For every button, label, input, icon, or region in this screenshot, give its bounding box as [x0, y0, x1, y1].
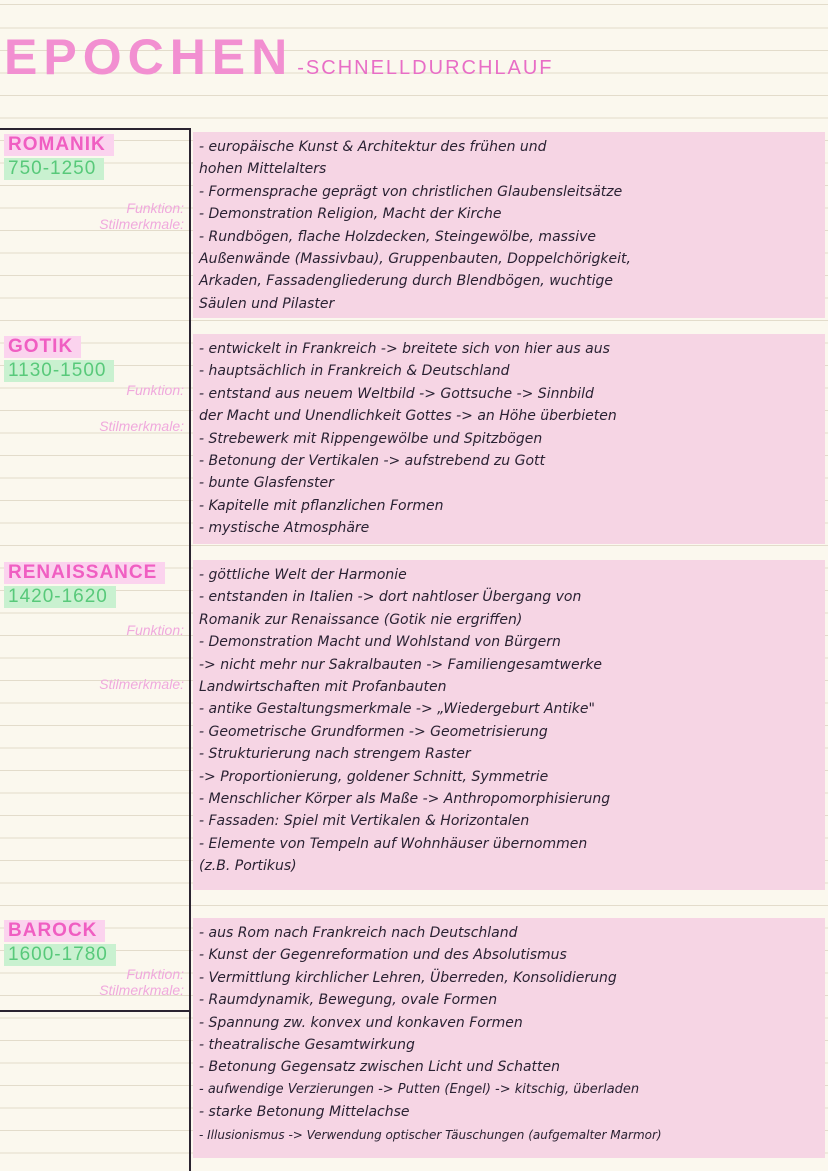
- content-line: - Demonstration Religion, Macht der Kirche: [199, 206, 502, 223]
- content-line: - Fassaden: Spiel mit Vertikalen & Horizontalen: [199, 813, 530, 830]
- content-line: - Raumdynamik, Bewegung, ovale Formen: [199, 992, 498, 1009]
- content-line: Romanik zur Renaissance (Gotik nie ergriffen): [199, 611, 523, 628]
- content-line: - Kapitelle mit pflanzlichen Formen: [199, 497, 444, 514]
- epoch-content-barock: [193, 918, 825, 1158]
- funktion-label: Funktion:: [126, 622, 184, 638]
- epoch-content-gotik: [193, 334, 825, 544]
- content-line: (z.B. Portikus): [199, 858, 297, 875]
- content-line: - Illusionismus -> Verwendung optischer Täuschungen (aufgemalter Marmor): [199, 1127, 662, 1142]
- content-line: - antike Gestaltungsmerkmale -> „Wiedergeburt Antike": [199, 701, 595, 718]
- epoch-label-renaissance: [4, 562, 184, 692]
- content-line: - europäische Kunst & Architektur des frühen und: [199, 139, 547, 155]
- content-line: - Elemente von Tempeln auf Wohnhäuser übernommen: [199, 835, 588, 852]
- content-line: - Formensprache geprägt von christlichen Glaubensleitsätze: [199, 183, 623, 200]
- stilmerkmale-label: Stilmerkmale:: [99, 216, 184, 232]
- epoch-years: 750-1250: [4, 158, 104, 180]
- content-line: Außenwände (Massivbau), Gruppenbauten, Doppelchörigkeit,: [199, 251, 631, 268]
- content-line: - Betonung der Vertikalen -> aufstrebend zu Gott: [199, 453, 545, 470]
- content-line: - entstand aus neuem Weltbild -> Gottsuche -> Sinnbild: [199, 385, 594, 402]
- content-line: - Spannung zw. konvex und konkaven Formen: [199, 1014, 523, 1031]
- content-line: -> nicht mehr nur Sakralbauten -> Familiengesamtwerke: [199, 656, 603, 673]
- content-line: hohen Mittelalters: [199, 161, 327, 178]
- funktion-label: Funktion:: [126, 966, 184, 982]
- epoch-label-romanik: [4, 134, 184, 232]
- content-line: - bunte Glasfenster: [199, 475, 334, 492]
- content-line: Landwirtschaften mit Profanbauten: [199, 679, 447, 696]
- funktion-label: Funktion:: [126, 382, 184, 398]
- title-main: EPOCHEN: [4, 29, 294, 85]
- epoch-content-romanik: [193, 132, 825, 318]
- stilmerkmale-label: Stilmerkmale:: [99, 982, 184, 998]
- epoch-years: 1600-1780: [4, 944, 116, 966]
- content-line: - Strebewerk mit Rippengewölbe und Spitzbögen: [199, 430, 543, 447]
- content-line: -> Proportionierung, goldener Schnitt, Symmetrie: [199, 768, 549, 785]
- epoch-name: BAROCK: [4, 920, 105, 942]
- stilmerkmale-label: Stilmerkmale:: [99, 676, 184, 692]
- epoch-content-renaissance: [193, 560, 825, 890]
- content-line: - Menschlicher Körper als Maße -> Anthropomorphisierung: [199, 791, 611, 808]
- content-line: - Kunst der Gegenreformation und des Absolutismus: [199, 947, 567, 964]
- epoch-label-barock: [4, 920, 184, 998]
- content-line: Arkaden, Fassadengliederung durch Blendbögen, wuchtige: [199, 273, 613, 290]
- epoch-name: ROMANIK: [4, 134, 114, 156]
- stilmerkmale-label: Stilmerkmale:: [99, 418, 184, 434]
- content-line: - theatralische Gesamtwirkung: [199, 1037, 415, 1054]
- content-line: - aus Rom nach Frankreich nach Deutschland: [199, 925, 518, 941]
- content-line: - entstanden in Italien -> dort nahtloser Übergang von: [199, 589, 582, 606]
- content-line: - Demonstration Macht und Wohlstand von Bürgern: [199, 634, 561, 651]
- content-line: - hauptsächlich in Frankreich & Deutschland: [199, 363, 510, 380]
- title-sub: -SCHNELLDURCHLAUF: [297, 57, 554, 79]
- epoch-label-gotik: [4, 336, 184, 434]
- page-title: [4, 28, 554, 86]
- content-line: der Macht und Unendlichkeit Gottes -> an Höhe überbieten: [199, 408, 617, 425]
- content-line: Säulen und Pilaster: [199, 295, 335, 312]
- content-line: - mystische Atmosphäre: [199, 520, 370, 537]
- column-divider: [189, 128, 191, 1171]
- epoch-name: RENAISSANCE: [4, 562, 165, 584]
- content-line: - Rundbögen, flache Holzdecken, Steingewölbe, massive: [199, 228, 597, 245]
- content-line: - Vermittlung kirchlicher Lehren, Überreden, Konsolidierung: [199, 969, 617, 986]
- content-line: - Strukturierung nach strengem Raster: [199, 746, 471, 763]
- content-line: - entwickelt in Frankreich -> breitete sich von hier aus aus: [199, 341, 610, 357]
- epoch-years: 1130-1500: [4, 360, 114, 382]
- content-line: - aufwendige Verzierungen -> Putten (Engel) -> kitschig, überladen: [199, 1081, 640, 1097]
- content-line: - göttliche Welt der Harmonie: [199, 567, 407, 583]
- content-line: - starke Betonung Mittelachse: [199, 1104, 410, 1121]
- funktion-label: Funktion:: [126, 200, 184, 216]
- content-line: - Betonung Gegensatz zwischen Licht und Schatten: [199, 1059, 560, 1076]
- epoch-years: 1420-1620: [4, 586, 116, 608]
- content-line: - Geometrische Grundformen -> Geometrisierung: [199, 723, 548, 740]
- barock-rule: [0, 1010, 189, 1012]
- header-rule: [0, 128, 189, 130]
- epoch-name: GOTIK: [4, 336, 81, 358]
